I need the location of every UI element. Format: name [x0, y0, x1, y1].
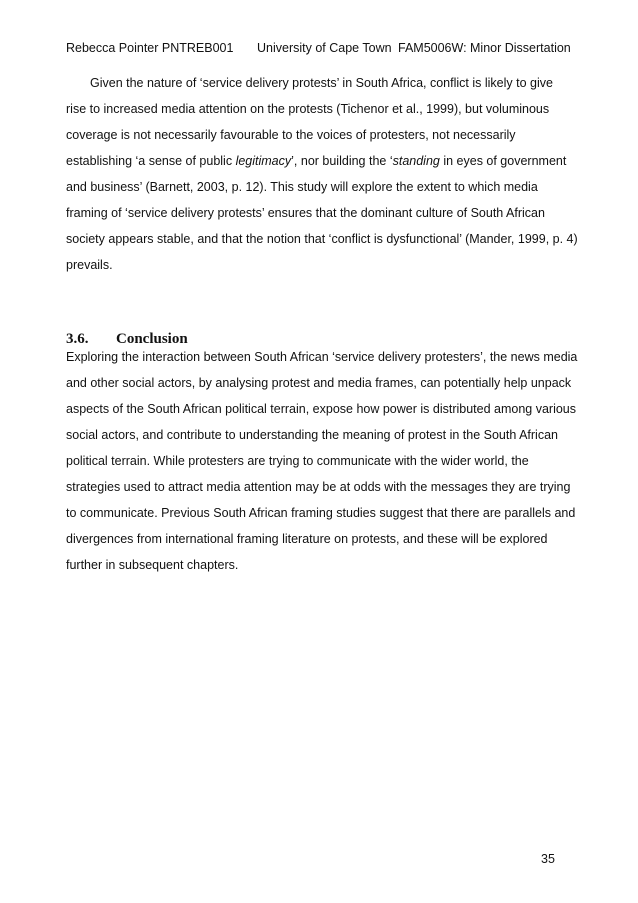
text-run: Given the nature of ‘service delivery protests’ in South Africa, conflict is likely to give [90, 76, 553, 90]
text-line [66, 96, 576, 122]
text-run: political terrain. While protesters are trying to communicate with the wider world, the [66, 454, 529, 468]
text-line [66, 474, 576, 500]
text-run: framing of ‘service delivery protests’ ensures that the dominant culture of South African [66, 206, 545, 220]
page-header [66, 40, 571, 56]
text-run: social actors, and contribute to understanding the meaning of protest in the South African [66, 428, 558, 442]
text-line [66, 526, 576, 552]
text-line [66, 344, 576, 370]
text-run: to communicate. Previous South African framing studies suggest that there are parallels and [66, 506, 576, 520]
italic-text: standing [392, 154, 440, 168]
section-title: Conclusion [116, 331, 188, 347]
text-run: divergences from international framing literature on protests, and these will be explored [66, 532, 548, 546]
text-run: strategies used to attract media attention may be at odds with the messages they are trying [66, 480, 571, 494]
text-run: prevails. [66, 258, 113, 272]
section-number: 3.6. [66, 331, 89, 347]
italic-text: legitimacy [235, 154, 292, 168]
text-line [66, 148, 576, 174]
text-run: in eyes of government [439, 154, 567, 168]
text-line [66, 552, 576, 578]
text-line [66, 174, 576, 200]
text-line [66, 122, 576, 148]
paragraph-intro [66, 70, 576, 278]
header-course: FAM5006W: Minor Dissertation [398, 41, 571, 55]
text-run: coverage is not necessarily favourable to the voices of protesters, not necessarily [66, 128, 516, 142]
text-run: rise to increased media attention on the protests (Tichenor et al., 1999), but voluminous [66, 102, 550, 116]
header-university: University of Cape Town [257, 41, 392, 55]
text-line [66, 396, 576, 422]
text-run: Exploring the interaction between South African ‘service delivery protesters’, the news media [66, 350, 578, 364]
text-run: society appears stable, and that the notion that ‘conflict is dysfunctional’ (Mander, 1999, p. 4) [66, 232, 578, 246]
text-run: and business’ (Barnett, 2003, p. 12). This study will explore the extent to which media [66, 180, 538, 194]
text-run: ’, nor building the ‘ [291, 154, 393, 168]
text-line [66, 500, 576, 526]
header-author: Rebecca Pointer PNTREB001 [66, 41, 234, 55]
text-run: establishing ‘a sense of public [66, 154, 236, 168]
text-line [66, 448, 576, 474]
text-line [66, 200, 576, 226]
text-line [66, 252, 576, 278]
text-run: aspects of the South African political terrain, expose how power is distributed among various [66, 402, 576, 416]
text-run: further in subsequent chapters. [66, 558, 239, 572]
text-line [66, 422, 576, 448]
page-number: 35 [541, 852, 555, 866]
text-line [66, 370, 576, 396]
text-line [66, 70, 576, 96]
text-line [66, 226, 576, 252]
paragraph-conclusion [66, 344, 576, 578]
text-run: and other social actors, by analysing protest and media frames, can potentially help unpack [66, 376, 572, 390]
